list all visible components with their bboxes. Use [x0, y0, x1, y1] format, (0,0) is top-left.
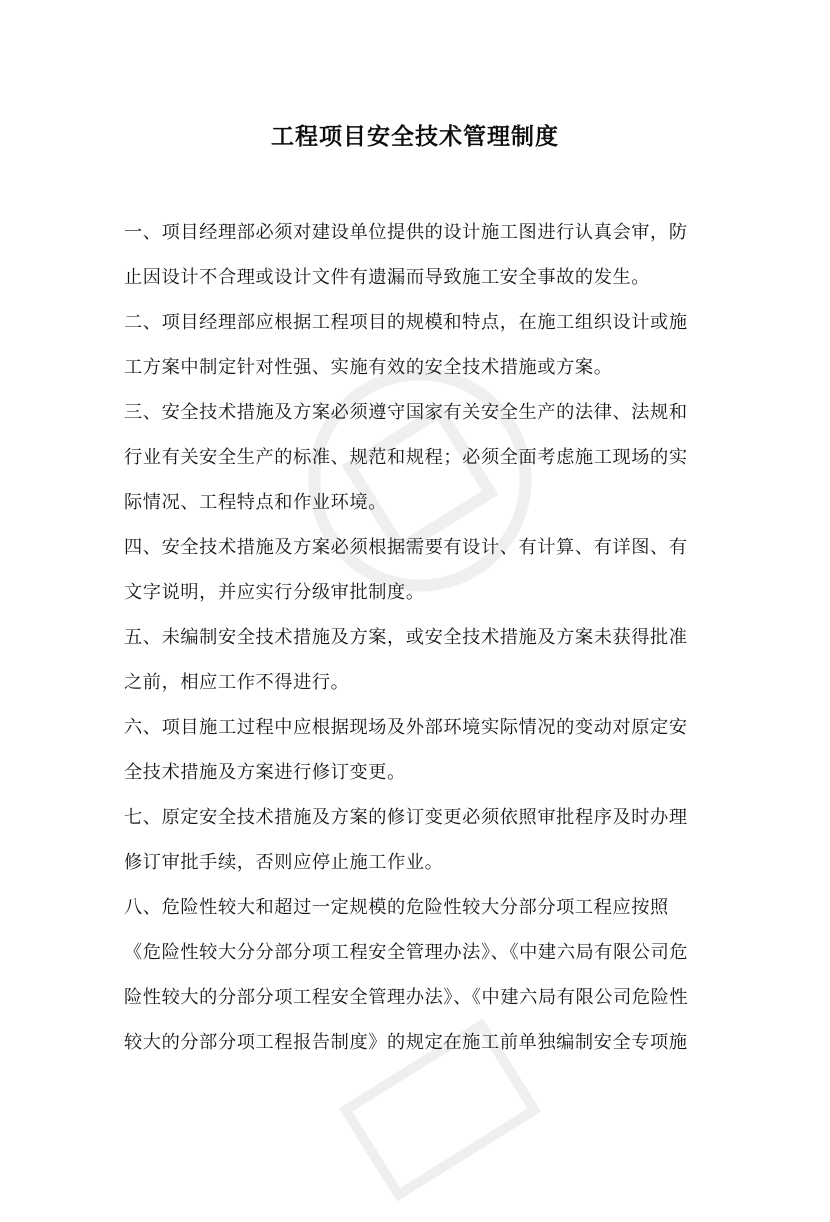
- text-line: 止因设计不合理或设计文件有遗漏而导致施工安全事故的发生。: [124, 267, 651, 288]
- text-line: 险性较大的分部分项工程安全管理办法》、《中建六局有限公司危险性: [124, 987, 689, 1008]
- text-line: 《危险性较大分分部分项工程安全管理办法》、《中建六局有限公司危: [124, 942, 689, 963]
- document-title: 工程项目安全技术管理制度: [271, 124, 559, 150]
- text-line: 五、未编制安全技术措施及方案，或安全技术措施及方案未获得批准: [124, 627, 688, 648]
- paragraph-7: [124, 795, 714, 885]
- paragraph-2: [124, 300, 714, 390]
- text-line: 二、项目经理部应根据工程项目的规模和特点，在施工组织设计或施: [124, 312, 688, 333]
- paragraph-3: [124, 390, 714, 525]
- text-line: 之前，相应工作不得进行。: [124, 672, 350, 693]
- paragraph-4: [124, 525, 714, 615]
- document-body: [124, 210, 714, 1065]
- text-line: 工方案中制定针对性强、实施有效的安全技术措施或方案。: [124, 357, 613, 378]
- paragraph-8: [124, 885, 714, 1065]
- text-line: 际情况、工程特点和作业环境。: [124, 492, 388, 513]
- paragraph-1: [124, 210, 714, 300]
- text-line: 行业有关安全生产的标准、规范和规程；必须全面考虑施工现场的实: [124, 447, 688, 468]
- text-line: 修订审批手续，否则应停止施工作业。: [124, 852, 444, 873]
- text-line: 一、项目经理部必须对建设单位提供的设计施工图进行认真会审，防: [124, 222, 688, 243]
- paragraph-5: [124, 615, 714, 705]
- text-line: 八、危险性较大和超过一定规模的危险性较大分部分项工程应按照: [124, 897, 669, 918]
- text-line: 文字说明，并应实行分级审批制度。: [124, 582, 425, 603]
- text-line: 六、项目施工过程中应根据现场及外部环境实际情况的变动对原定安: [124, 717, 688, 738]
- text-line: 七、原定安全技术措施及方案的修订变更必须依照审批程序及时办理: [124, 807, 688, 828]
- text-line: 三、安全技术措施及方案必须遵守国家有关安全生产的法律、法规和: [124, 402, 688, 423]
- text-line: 四、安全技术措施及方案必须根据需要有设计、有计算、有详图、有: [124, 537, 688, 558]
- text-line: 全技术措施及方案进行修订变更。: [124, 762, 406, 783]
- paragraph-6: [124, 705, 714, 795]
- text-line: 较大的分部分项工程报告制度》的规定在施工前单独编制安全专项施: [124, 1032, 688, 1053]
